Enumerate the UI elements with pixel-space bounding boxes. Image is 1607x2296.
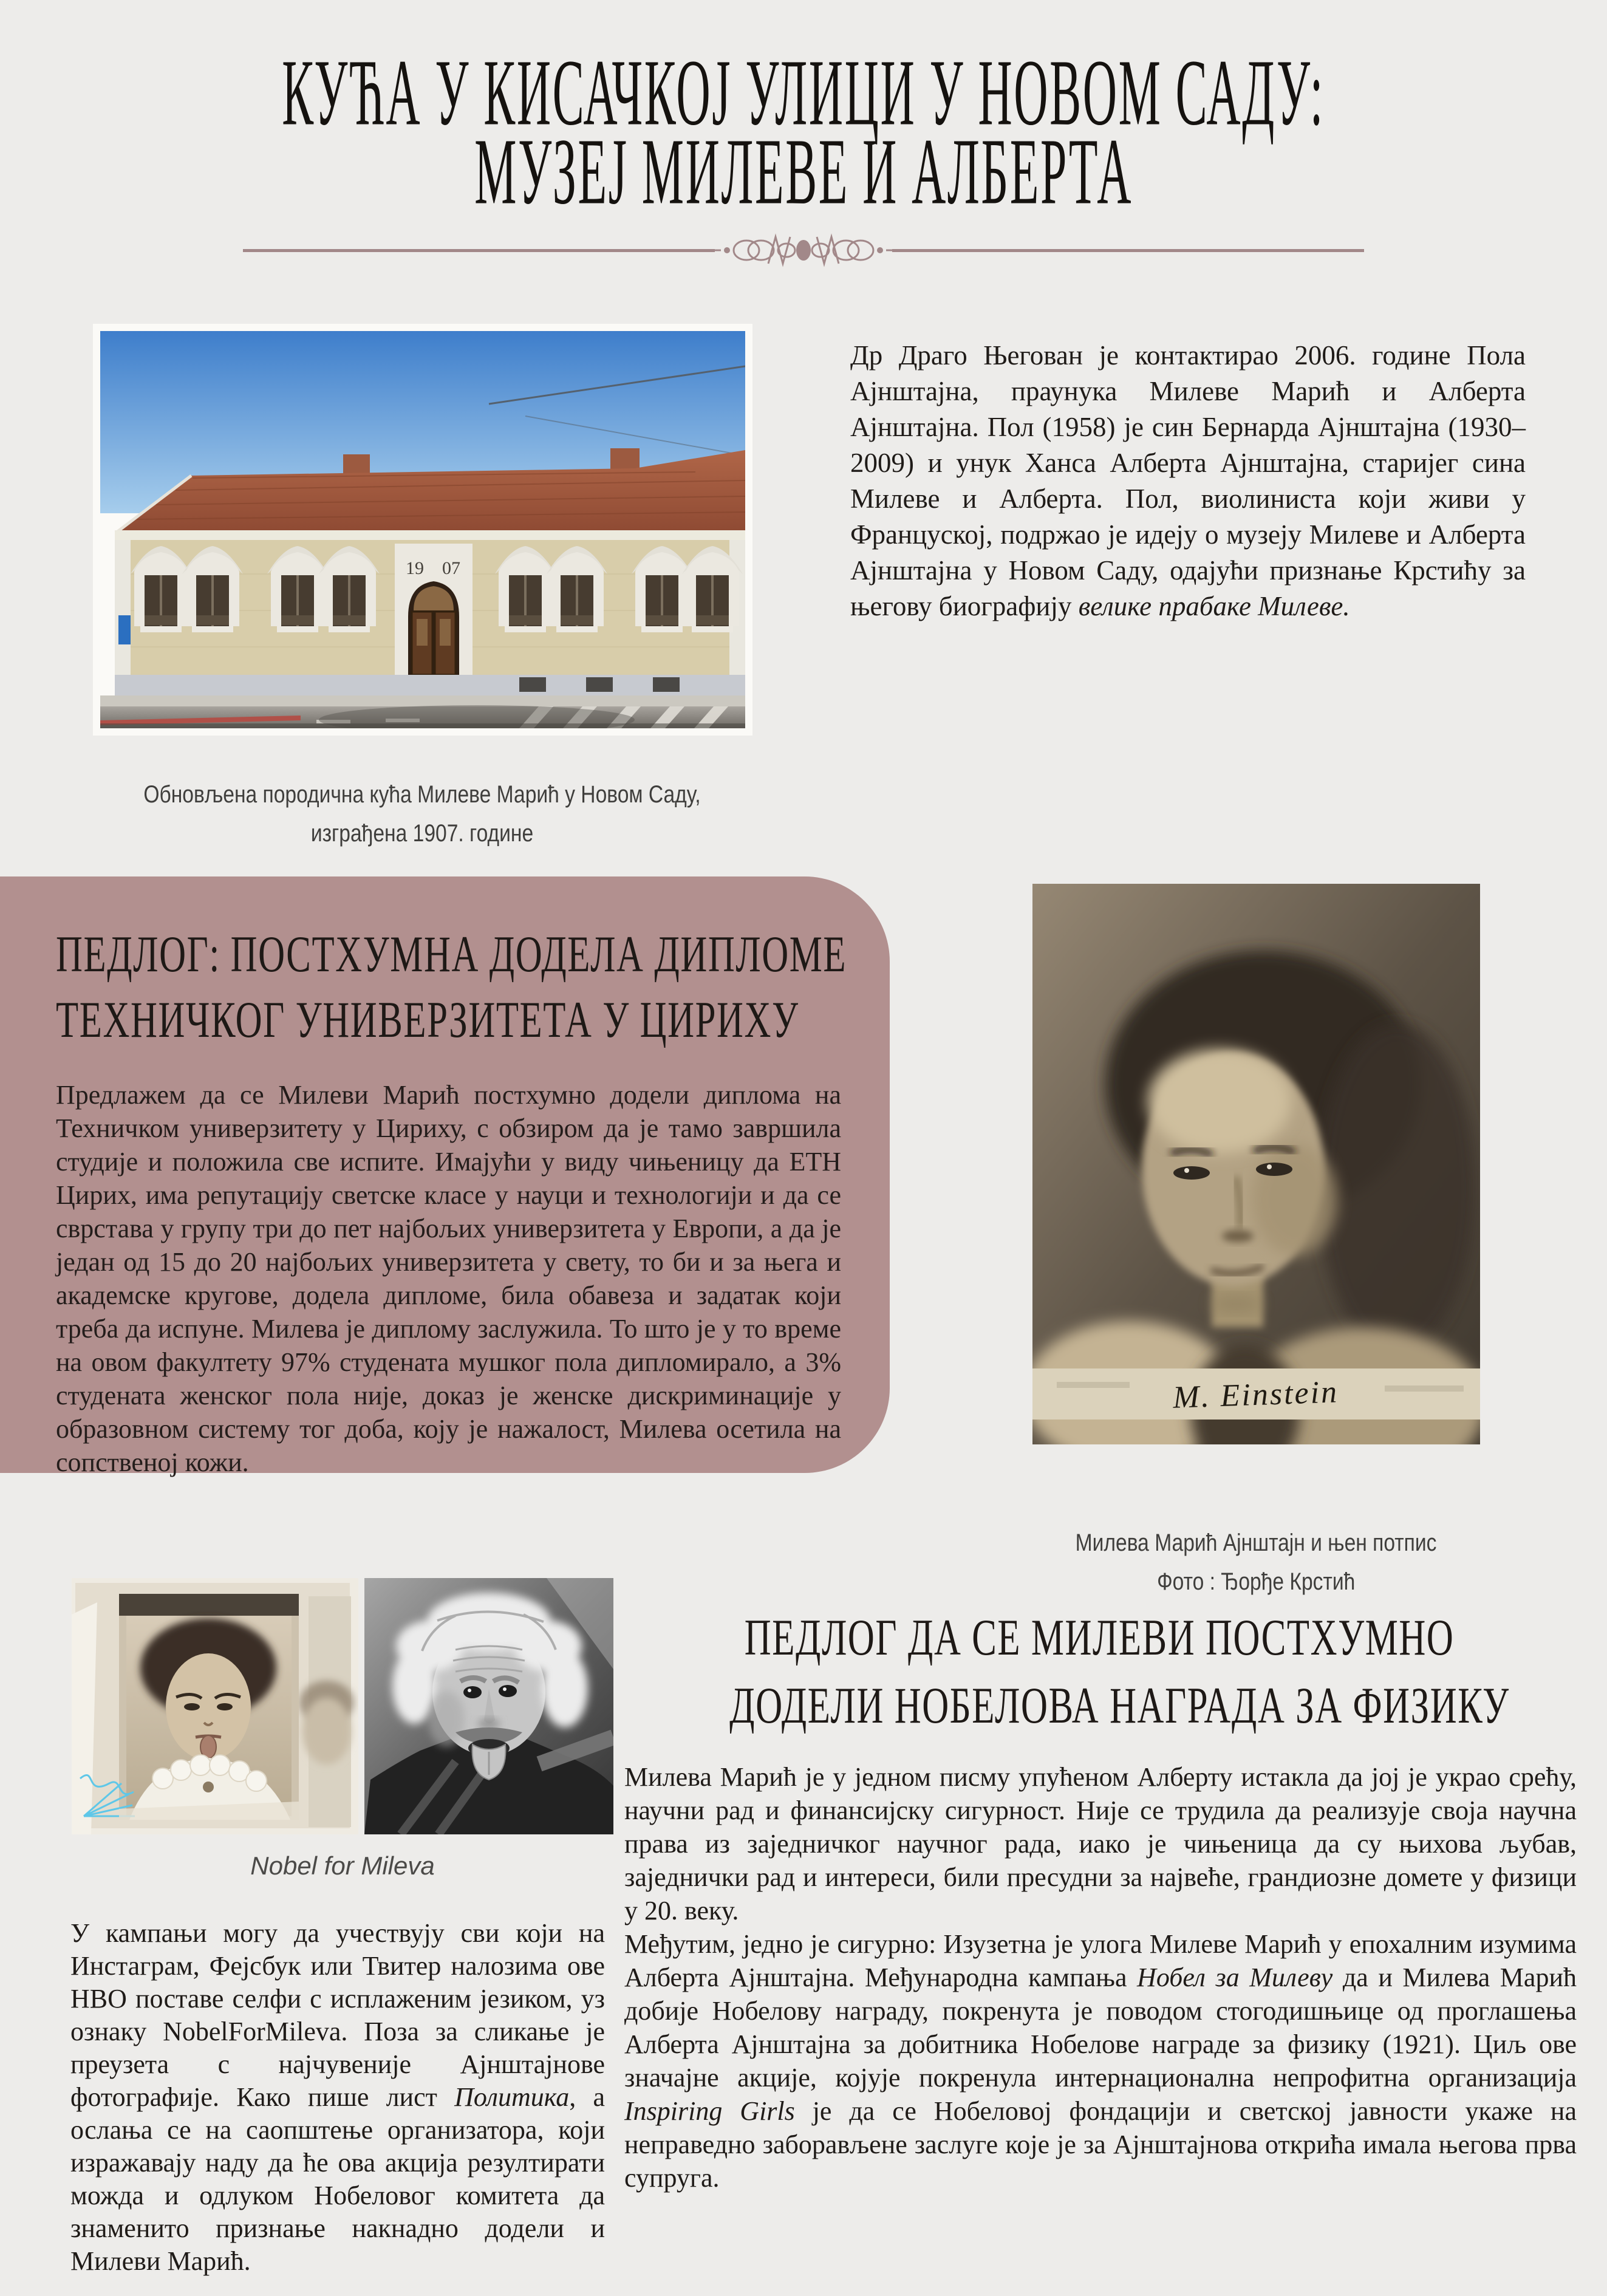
page-title-text-2: МУЗЕЈ МИЛЕВЕ И АЛБЕРТА [474, 118, 1133, 224]
campaign-text-after: , а ослања се на саопштење организатора, који изражавају наду да ће ова акција резултирати можда и одлуком Нобеловог комитета да знаменито признање накнадно додели и Милеви Марић. [70, 2082, 606, 2276]
page-title [0, 39, 1607, 224]
campaign-text-before: У кампањи могу да учествују сви који на Инстаграм, Фејсбук или Твитер налозима ове НВО поставе селфи с исплаженим језиком, уз ознаку NobelForMileva. Поза за сликање је преузета с најчувеније Ајнштајнове фотографије. Како пише лист [70, 1918, 605, 2112]
building-caption-line-2: изграђена 1907. године [310, 820, 534, 847]
building-photo [93, 324, 752, 736]
building-caption [85, 775, 759, 853]
nobel-para2-mid: да и Милева Марић добије Нобелову награду, покренута је поводом стогодишњице од проглашења Алберта Ајнштајна за добитника Нобелове награде за физику (1921). Циљ ове значајне акције, којује покренула интернационална непрофитна организација [624, 1963, 1577, 2093]
campaign-photo-caption: Nobel for Mileva [250, 1851, 435, 1880]
nobel-para2-after: је да се Нобеловој фондацији и светској јавности укаже на неправедно заборављене заслуге које је за Ајнштајнова открића имала његова прва супруга. [624, 2096, 1577, 2193]
nobel-paragraph-2 [624, 1927, 1577, 2195]
building-photo-illustration [100, 331, 745, 728]
building-caption-line-1: Обновљена породична кућа Милеве Марић у Новом Саду, [143, 781, 701, 808]
einstein-tongue-photo [364, 1578, 613, 1834]
page-title-line-2 [0, 118, 1607, 224]
portrait-caption-line-1: Милева Марић Ајнштајн и њен потпис [1075, 1529, 1437, 1556]
nobel-heading [619, 1604, 1579, 1740]
campaign-italic: Политика [454, 2082, 570, 2112]
divider-line-left [243, 249, 715, 252]
campaign-paragraph [70, 1917, 605, 2278]
mileva-signature: M. Einstein [1172, 1375, 1339, 1415]
nobel-heading-line-1: ПЕДЛОГ ДА СЕ МИЛЕВИ ПОСТХУМНО [744, 1608, 1455, 1666]
proposal-body: Предлажем да се Милеви Марић постхумно додели диплома на Техничком универзитету у Цириху, с обзиром да је тамо завршила студије и положила све испите. Имајући у виду чињеницу да ЕТН Цирих, има репутацију светске класе у науци и технологији и да се сврстава у групу три до пет најбољих универзитета у Европи, а да је један од 15 до 20 најбољих универзитета у свету, то би и за њега и академске кругове, додела дипломе, била обавеза и задатак који треба да испуне. Милева је диплому заслужила. То што је у то време на овом факултету 97% студената мушког пола дипломирало, а 3% студената женског пола није, доказ је женске дискриминације у образовном систему тог доба, коју је нажалост, Милева осетила на сопственој кожи. [56, 1080, 841, 1477]
nobel-italic-campaign: Нобел за Милеву [1137, 1963, 1333, 1992]
year-plaque-left: 19 [406, 558, 424, 578]
proposal-heading-line-2: ТЕХНИЧКОГ УНИВЕРЗИТЕТА У ЦИРИХУ [56, 991, 799, 1048]
page-title-text-1: КУЋА У КИСАЧКОЈ УЛИЦИ У НОВОМ САДУ: [282, 39, 1325, 145]
entrance-door [395, 544, 473, 675]
ornamental-divider [243, 232, 1364, 268]
mileva-portrait-illustration [1032, 884, 1480, 1444]
divider-ornament-icon [715, 231, 892, 270]
nobel-heading-line-2: ДОДЕЛИ НОБЕЛОВА НАГРАДА ЗА ФИЗИКУ [729, 1676, 1510, 1734]
campaign-photos [72, 1578, 613, 1834]
intro-italic: велике прабаке Милеве. [1078, 591, 1350, 621]
nobel-paragraph-1: Милева Марић је у једном писму упућеном Алберту истакла да јој је украо срећу, научни рад и финансијску сигурност. Није се трудила да реализује своја научна права из заједничког научног рада, иако је чињеница да су њихова љубав, заједнички рад и интереси, били пресудни за највеће, грандиозне домете у физици у 20. веку. [624, 1762, 1577, 1925]
nobel-italic-organization: Inspiring Girls [624, 2096, 795, 2126]
proposal-heading-line-1: ПЕДЛОГ: ПОСТХУМНА ДОДЕЛА ДИПЛОМЕ [56, 925, 847, 983]
street-sign [118, 615, 131, 644]
intro-text: Др Драго Његован је контактирао 2006. године Пола Ајнштајна, праунука Милеве Марић и Алберта Ајнштајна. Пол (1958) је син Бернарда Ајнштајна (1930–2009) и унук Ханса Алберта Ајнштајна, старијег сина Милеве и Алберта. Пол, виолиниста који живи у Француској, подржао је идеју о музеју Милеве и Алберта Ајнштајна у Новом Саду, одајући признање Крстићу за његову биографију [850, 340, 1526, 621]
nobel-para2-before: Међутим, једно је сигурно: Изузетна је улога Милеве Марић у епохалним изумима Алберта Ајнштајна. Међународна кампања [624, 1929, 1577, 1992]
portrait-caption-line-2: Фото : Ђорђе Крстић [1156, 1568, 1356, 1595]
portrait-caption [983, 1523, 1529, 1601]
mileva-portrait-photo [1032, 884, 1480, 1444]
year-plaque-right: 07 [442, 558, 460, 578]
mileva-tongue-photo [72, 1578, 358, 1834]
nobel-text [624, 1760, 1577, 2195]
intro-paragraph [850, 338, 1526, 624]
divider-line-right [892, 249, 1364, 252]
proposal-box [0, 876, 890, 1477]
